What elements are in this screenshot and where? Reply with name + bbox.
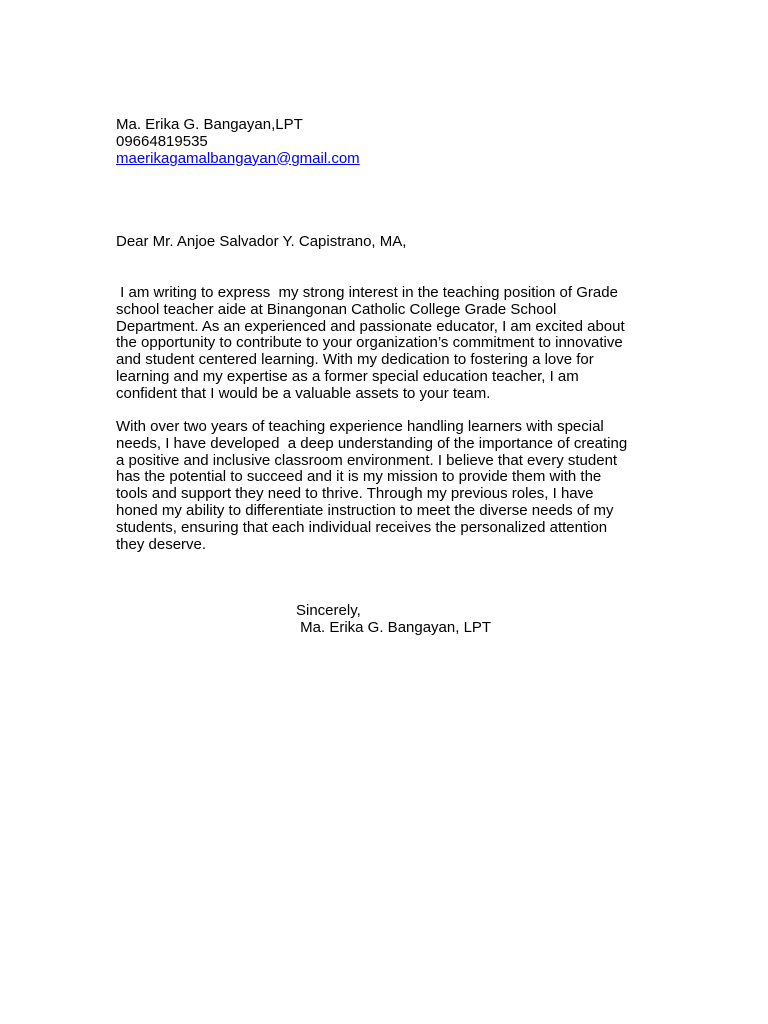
paragraph-line: and student centered learning. With my dedication to fostering a love for [116,351,594,369]
paragraph-line: needs, I have developed a deep understanding of the importance of creating [116,434,628,452]
signature-name: Ma. Erika G. Bangayan, LPT [296,619,492,636]
sender-phone: 09664819535 [116,132,208,150]
valediction: Sincerely, [296,602,361,619]
sender-name: Ma. Erika G. Bangayan,LPT [116,116,303,133]
paragraph-1 [116,285,656,403]
paragraph-line: tools and support they need to thrive. Through my previous roles, I have [116,485,594,503]
salutation: Dear Mr. Anjoe Salvador Y. Capistrano, MA, [116,233,407,250]
paragraph-line: Department. As an experienced and passionate educator, I am excited about [116,317,625,335]
salutation-block [116,234,656,251]
sender-email-link[interactable]: maerikagamalbangayan@gmail.com [116,149,360,167]
paragraph-line: I am writing to express my strong interest in the teaching position of Grade [116,284,618,301]
paragraph-line: they deserve. [116,535,207,553]
paragraph-line: the opportunity to contribute to your organization’s commitment to innovative [116,334,623,352]
paragraph-line: a positive and inclusive classroom environment. I believe that every student [116,451,618,469]
paragraph-line: honed my ability to differentiate instruction to meet the diverse needs of my [116,501,614,519]
paragraph-line: students, ensuring that each individual receives the personalized attention [116,518,608,536]
paragraph-line: has the potential to succeed and it is my mission to provide them with the [116,468,602,486]
paragraph-line: school teacher aide at Binangonan Catholic College Grade School [116,300,557,318]
paragraph-line: learning and my expertise as a former special education teacher, I am [116,367,579,385]
closing-block [296,602,491,636]
sender-block [116,117,656,167]
paragraph-line: confident that I would be a valuable assets to your team. [116,384,491,402]
paragraph-2 [116,419,656,553]
paragraph-line: With over two years of teaching experience handling learners with special [116,418,604,435]
